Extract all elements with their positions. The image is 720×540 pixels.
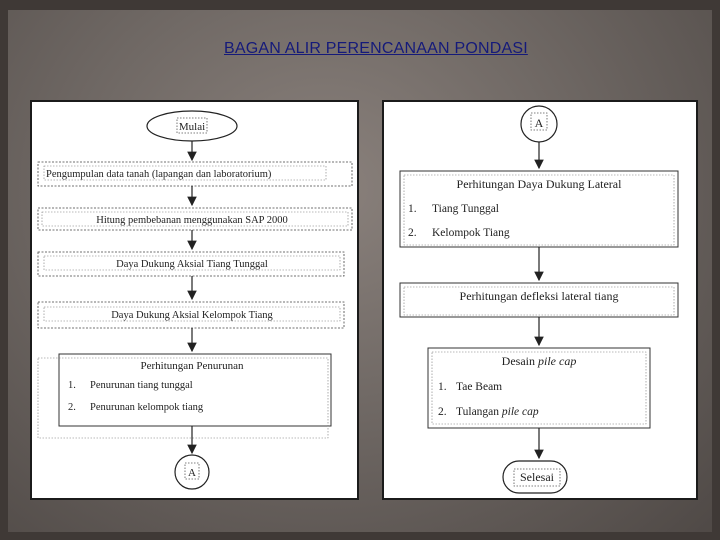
lateral-item2: Kelompok Tiang — [432, 227, 510, 239]
lateral-item1-number: 1. — [408, 203, 417, 215]
pilecap-item2-prefix: Tulangan — [456, 406, 502, 418]
step-load-calculation — [38, 208, 352, 230]
step-group-pile-capacity — [38, 302, 344, 328]
settlement-item2-number: 2. — [68, 402, 76, 413]
pilecap-item2 — [456, 406, 539, 418]
settlement-item2: Penurunan kelompok tiang — [90, 402, 204, 413]
pilecap-title-prefix: Desain — [501, 354, 538, 368]
step-data-collection — [38, 162, 352, 186]
pilecap-item2-number: 2. — [438, 406, 447, 418]
lateral-capacity-box — [400, 171, 678, 247]
settlement-item1-number: 1. — [68, 380, 76, 391]
connector-a-top-label: A — [534, 116, 544, 130]
pilecap-item1-number: 1. — [438, 381, 447, 393]
step-single-pile-capacity-label: Daya Dukung Aksial Tiang Tunggal — [116, 259, 268, 270]
slide-top-border — [0, 0, 720, 10]
right-flowchart-panel — [382, 100, 698, 500]
start-terminal — [147, 111, 237, 141]
settlement-calculation-box — [38, 354, 331, 438]
lateral-item1: Tiang Tunggal — [432, 203, 500, 215]
connector-a-bottom-label: A — [188, 467, 196, 479]
end-terminal — [503, 461, 567, 493]
right-flowchart — [384, 102, 696, 498]
step-load-calculation-label: Hitung pembebanan menggunakan SAP 2000 — [96, 215, 288, 226]
lateral-item2-number: 2. — [408, 227, 417, 239]
left-flowchart-panel — [30, 100, 359, 500]
step-group-pile-capacity-label: Daya Dukung Aksial Kelompok Tiang — [111, 310, 273, 321]
left-flowchart — [32, 102, 357, 498]
slide-bottom-border — [0, 532, 720, 540]
pilecap-item1: Tae Beam — [456, 381, 503, 393]
settlement-title: Perhitungan Penurunan — [140, 360, 244, 372]
slide-left-border — [0, 0, 8, 540]
settlement-item1: Penurunan tiang tunggal — [90, 380, 193, 391]
lateral-capacity-title: Perhitungan Daya Dukung Lateral — [456, 177, 622, 191]
pilecap-item2-italic: pile cap — [501, 406, 539, 418]
deflection-box — [400, 283, 678, 317]
step-data-collection-label: Pengumpulan data tanah (lapangan dan laboratorium) — [46, 169, 272, 180]
pilecap-title — [502, 354, 577, 368]
slide-right-border — [712, 0, 720, 540]
connector-a-top — [521, 106, 557, 142]
pilecap-title-italic: pile cap — [538, 354, 577, 368]
deflection-label: Perhitungan defleksi lateral tiang — [459, 289, 619, 303]
slide-title: BAGAN ALIR PERENCANAAN PONDASI — [224, 40, 528, 57]
step-single-pile-capacity — [38, 252, 344, 276]
pilecap-design-box — [428, 348, 650, 428]
end-label: Selesai — [520, 470, 554, 484]
start-label: Mulai — [178, 121, 206, 133]
connector-a-bottom — [175, 455, 209, 489]
